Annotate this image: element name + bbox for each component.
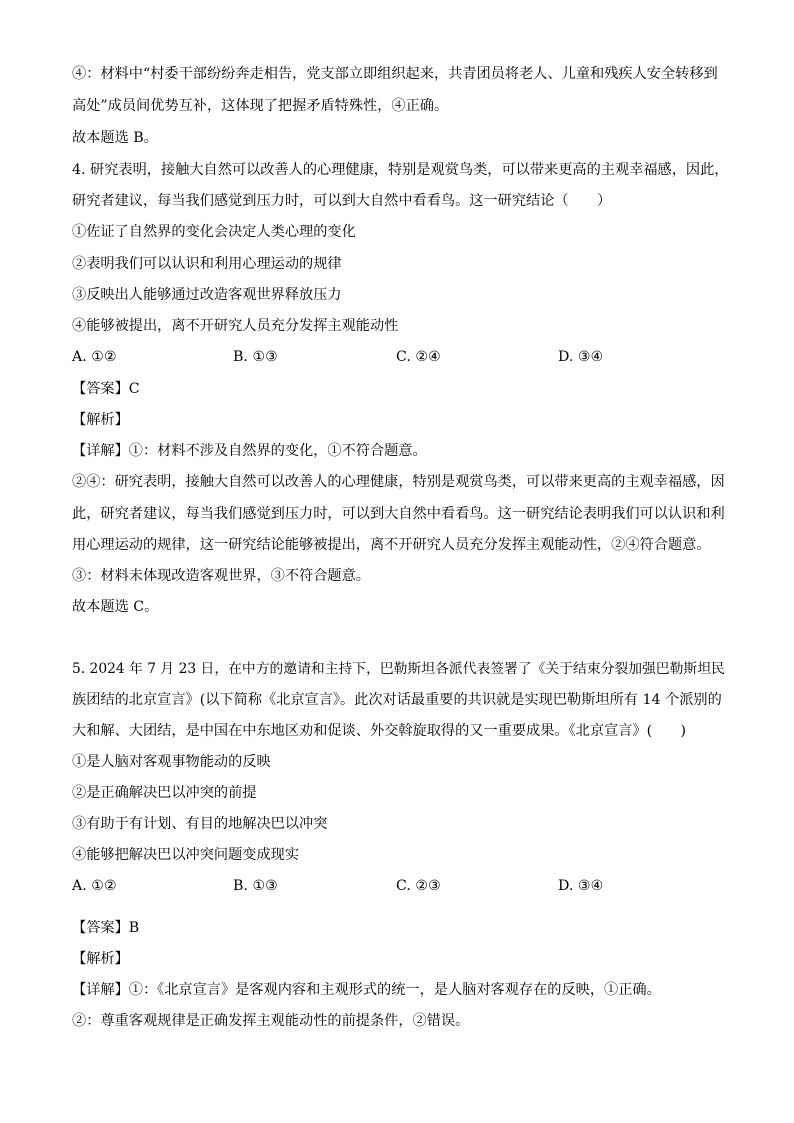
- q5-option-a: A. ①②: [72, 878, 117, 894]
- q3-analysis-line: 高处”成员间优势互补，这体现了把握矛盾特殊性，④正确。: [72, 98, 449, 114]
- q5-option-b: B. ①③: [233, 878, 278, 894]
- q4-analysis-line: 【详解】①：材料不涉及自然界的变化，①不符合题意。: [72, 443, 427, 459]
- q5-answer: 【答案】B: [72, 920, 140, 936]
- q4-item: ①佐证了自然界的变化会决定人类心理的变化: [72, 224, 356, 240]
- q4-analysis-label: 【解析】: [72, 412, 129, 428]
- q3-analysis-line: ④：材料中“村委干部纷纷奔走相告，党支部立即组织起来，共青团员将老人、儿童和残疾人安全转移到: [72, 66, 718, 82]
- q4-option-d: D. ③④: [558, 349, 604, 365]
- q4-analysis-line: 此，研究者建议，每当我们感觉到压力时，可以到大自然中看看鸟。这一研究结论表明我们可以认识和利: [72, 506, 725, 522]
- q5-analysis-line: 【详解】①：《北京宣言》是客观内容和主观形式的统一，是人脑对客观存在的反映，①正确。: [72, 982, 661, 998]
- q5-item: ①是人脑对客观事物能动的反映: [72, 754, 271, 770]
- q4-item: ④能够被提出，离不开研究人员充分发挥主观能动性: [72, 318, 399, 334]
- q5-item: ②是正确解决巴以冲突的前提: [72, 785, 257, 801]
- q4-option-c: C. ②④: [396, 349, 441, 365]
- q5-item: ③有助于有计划、有目的地解决巴以冲突: [72, 816, 328, 832]
- q4-stem: 研究者建议，每当我们感觉到压力时，可以到大自然中看看鸟。这一研究结论（ ）: [72, 193, 612, 209]
- q4-analysis-line: ②④：研究表明，接触大自然可以改善人的心理健康，特别是观赏鸟类，可以带来更高的主观幸福感，因: [72, 474, 725, 490]
- q4-conclusion: 故本题选 C。: [72, 599, 159, 615]
- q5-stem: 5. 2024 年 7 月 23 日，在中方的邀请和主持下，巴勒斯坦各派代表签署了《关于结束分裂加强巴勒斯坦民: [72, 661, 725, 677]
- q4-analysis-line: 用心理运动的规律，这一研究结论能够被提出，离不开研究人员充分发挥主观能动性，②④符合题意。: [72, 537, 711, 553]
- q4-answer: 【答案】C: [72, 381, 140, 397]
- q4-item: ②表明我们可以认识和利用心理运动的规律: [72, 256, 342, 272]
- q4-analysis-line: ③：材料未体现改造客观世界，③不符合题意。: [72, 568, 370, 584]
- q5-option-c: C. ②③: [396, 878, 441, 894]
- q4-item: ③反映出人能够通过改造客观世界释放压力: [72, 287, 342, 303]
- q4-option-b: B. ①③: [233, 349, 278, 365]
- q5-item: ④能够把解决巴以冲突问题变成现实: [72, 847, 300, 863]
- q5-analysis-label: 【解析】: [72, 951, 129, 967]
- q5-stem: 大和解、大团结，是中国在中东地区劝和促谈、外交斡旋取得的又一重要成果。《北京宣言》( ): [72, 723, 687, 739]
- q4-stem: 4. 研究表明，接触大自然可以改善人的心理健康，特别是观赏鸟类，可以带来更高的主观幸福感，因此，: [72, 162, 729, 178]
- q3-conclusion: 故本题选 B。: [72, 130, 158, 146]
- q4-option-a: A. ①②: [72, 349, 117, 365]
- q5-analysis-line: ②：尊重客观规律是正确发挥主观能动性的前提条件，②错误。: [72, 1013, 470, 1029]
- q5-stem: 族团结的北京宣言》(以下简称《北京宣言》。此次对话最重要的共识就是实现巴勒斯坦所有 14 个派别的: [72, 692, 722, 708]
- q5-option-d: D. ③④: [558, 878, 604, 894]
